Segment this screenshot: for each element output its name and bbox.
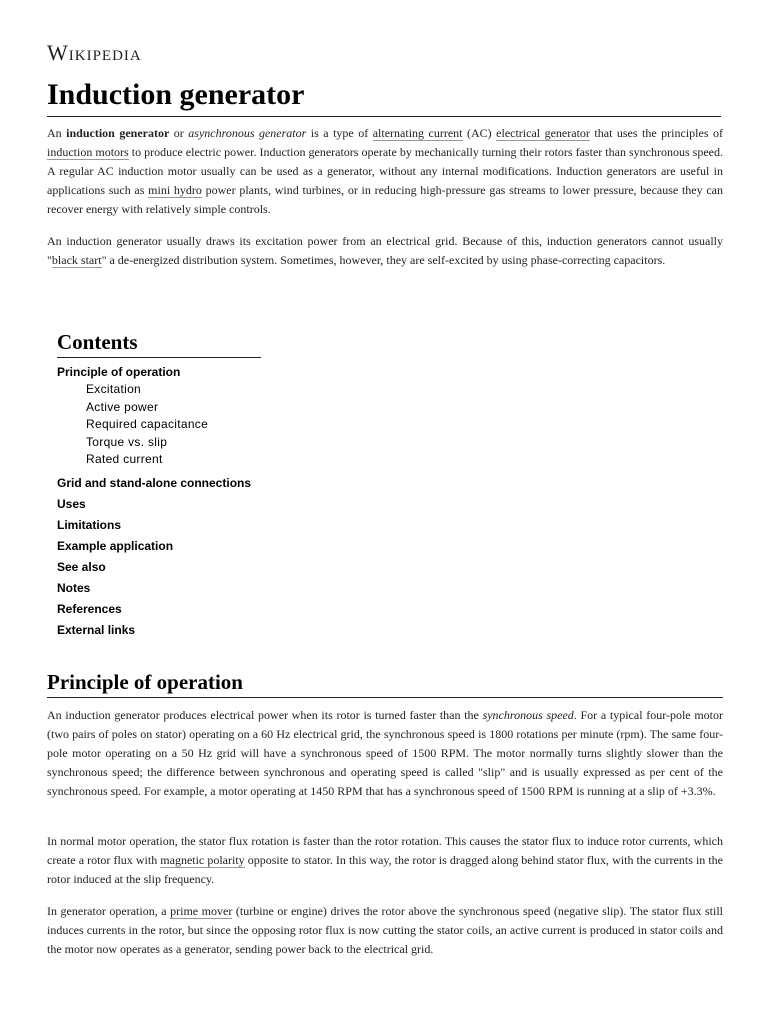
toc-subitem-torque-vs-slip[interactable]: Torque vs. slip xyxy=(86,434,168,449)
page-title: Induction generator xyxy=(47,78,721,117)
toc-item-example-application[interactable]: Example application xyxy=(57,538,174,553)
toc-subitem-excitation[interactable]: Excitation xyxy=(86,382,142,396)
toc-item-references[interactable]: References xyxy=(57,601,122,616)
section1-paragraph-3: In generator operation, a prime mover (turbine or engine) drives the rotor above the synchronous speed (negative slip). The stator flux still induces currents in the rotor, but since the opposing rotor flux is now cutting the stator coils, an active current is produced in stator coils and the motor now operates as a generator, sending power back to the electrical grid. xyxy=(47,904,723,956)
table-of-contents xyxy=(57,330,357,641)
link-magnetic-polarity[interactable]: magnetic polarity xyxy=(160,853,245,867)
section1-paragraph-2: In normal motor operation, the stator flux rotation is faster than the rotor rotation. This causes the stator flux to induce rotor currents, which create a rotor flux with magnetic polarity opposite to stator. In this way, the rotor is dragged along behind stator flux, with the currents in the rotor induced at the slip frequency. xyxy=(47,834,723,886)
wikipedia-logo[interactable]: Wikipedia xyxy=(47,40,142,65)
link-mini-hydro[interactable]: mini hydro xyxy=(148,183,202,197)
intro-paragraph-2: An induction generator usually draws its excitation power from an electrical grid. Because of this, induction generators cannot usually "black start" a de-energized distribution system. Sometimes, however, they are self-excited by using phase-correcting capacitors. xyxy=(47,234,723,267)
section1-paragraph-1: An induction generator produces electrical power when its rotor is turned faster than the synchronous speed. For a typical four-pole motor (two pairs of poles on stator) operating on a 60 Hz electrical grid, the synchronous speed is 1800 rotations per minute (rpm). The same four-pole motor operating on a 50 Hz grid will have a synchronous speed of 1500 RPM. The motor normally turns slightly slower than the synchronous speed; the difference between synchronous and operating speed is called "slip" and is usually expressed as per cent of the synchronous speed. For example, a motor operating at 1450 RPM that has a synchronous speed of 1500 RPM is running at a slip of +3.3%. xyxy=(47,708,723,798)
link-alternating-current[interactable]: alternating current xyxy=(372,126,463,140)
toc-item-notes[interactable]: Notes xyxy=(57,580,91,595)
toc-item-uses[interactable]: Uses xyxy=(57,496,86,511)
toc-sublist xyxy=(57,381,357,469)
toc-item-external-links[interactable]: External links xyxy=(57,622,136,637)
italic-term: asynchronous generator xyxy=(188,126,307,140)
toc-item-see-also[interactable]: See also xyxy=(57,559,106,574)
link-induction-motors[interactable]: induction motors xyxy=(47,145,129,159)
intro-paragraph-1: An induction generator or asynchronous generator is a type of alternating current (AC) electrical generator that uses the principles of induction motors to produce electric power. Induction generators operate by mechanically turning their rotors faster than synchronous speed. A regular AC induction motor usually can be used as a generator, without any internal modifications. Induction generators are useful in applications such as mini hydro power plants, wind turbines, or in reducing high-pressure gas streams to lower pressure, because they can recover energy with relatively simple controls. xyxy=(47,126,723,216)
toc-item-grid-connections[interactable]: Grid and stand-alone connections xyxy=(57,475,252,490)
toc-item-limitations[interactable]: Limitations xyxy=(57,517,122,532)
toc-subitem-rated-current[interactable]: Rated current xyxy=(86,452,163,466)
toc-title: Contents xyxy=(57,330,261,358)
link-prime-mover[interactable]: prime mover xyxy=(170,904,233,918)
bold-term: induction generator xyxy=(66,126,170,140)
toc-item-principle-of-operation[interactable]: Principle of operation xyxy=(57,365,181,379)
link-black-start[interactable]: black start xyxy=(51,253,102,267)
italic-term: synchronous speed xyxy=(482,708,574,722)
toc-subitem-active-power[interactable]: Active power xyxy=(86,399,159,414)
toc-subitem-required-capacitance[interactable]: Required capacitance xyxy=(86,417,209,431)
link-electrical-generator[interactable]: electrical generator xyxy=(496,126,590,140)
section-heading-principle-of-operation: Principle of operation xyxy=(47,670,723,698)
